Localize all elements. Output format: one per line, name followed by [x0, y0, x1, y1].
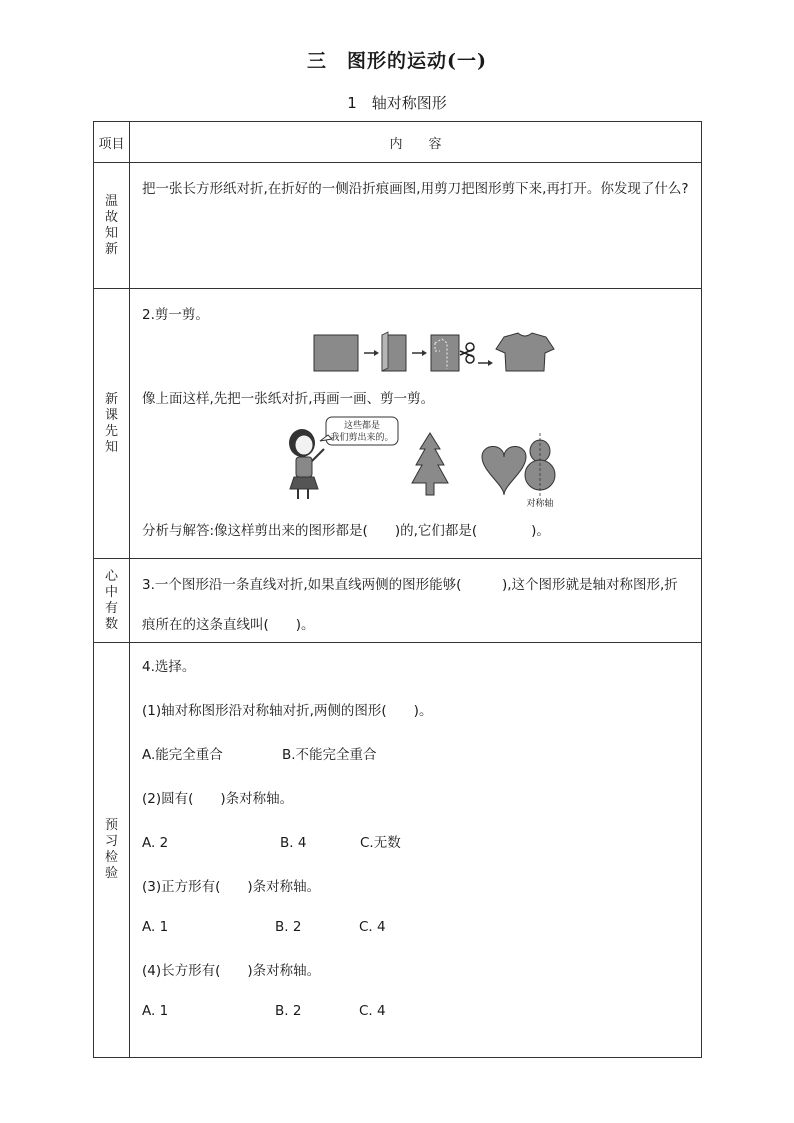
cut-instruction: 像上面这样,先把一张纸对折,再画一画、剪一剪。 [142, 391, 435, 407]
q4-1-option-b[interactable]: B.不能完全重合 [282, 747, 377, 763]
worksheet-table [93, 121, 702, 1058]
shirt-shape [496, 333, 554, 371]
q4-2-option-a[interactable]: A. 2 [142, 835, 169, 851]
lesson-title: 1 轴对称图形 [347, 94, 447, 112]
chapter-title: 三 图形的运动(一) [307, 50, 487, 72]
section-label-new-lesson: 新 课 先 知 [94, 289, 130, 559]
cut-shapes-figure [142, 415, 689, 509]
new-lesson-content [130, 289, 702, 559]
mind-content [130, 559, 702, 643]
paper-with-outline [431, 335, 459, 371]
q4-2-question: (2)圆有( )条对称轴。 [142, 791, 294, 807]
q4-4-option-b[interactable]: B. 2 [275, 1003, 302, 1019]
q4-1-option-a[interactable]: A.能完全重合 [142, 747, 223, 763]
tree-shape [412, 433, 448, 495]
arrow-right-icon [478, 360, 493, 366]
q4-4-option-a[interactable]: A. 1 [142, 1003, 169, 1019]
q4-3-option-b[interactable]: B. 2 [275, 919, 302, 935]
speech-text-line1: 这些都是 [343, 421, 381, 431]
preview-content [130, 643, 702, 1058]
heart-shape [482, 447, 526, 496]
review-question: 把一张长方形纸对折,在折好的一侧沿折痕画图,用剪刀把图形剪下来,再打开。你发现了什么? [142, 181, 689, 197]
folded-paper [382, 332, 406, 371]
cut-shapes-svg [142, 415, 702, 509]
review-content [130, 163, 702, 289]
header-item: 项目 [94, 122, 130, 163]
q4-1-question: (1)轴对称图形沿对称轴对折,两侧的图形( )。 [142, 703, 433, 719]
paper-rectangle [314, 335, 358, 371]
q4-title: 4.选择。 [142, 659, 196, 675]
q4-1-options [142, 743, 689, 763]
arrow-right-icon [364, 350, 379, 356]
q4-3-option-c[interactable]: C. 4 [359, 919, 386, 935]
q4-2-options [142, 831, 689, 851]
arrow-right-icon [412, 350, 427, 356]
q4-2-option-b[interactable]: B. 4 [280, 835, 307, 851]
q3-line1: 3.一个图形沿一条直线对折,如果直线两侧的图形能够( ),这个图形就是轴对称图形,折 [142, 577, 678, 593]
q4-3-options [142, 919, 689, 935]
q4-2-option-c[interactable]: C.无数 [360, 835, 401, 851]
section-label-preview: 预 习 检 验 [94, 643, 130, 1058]
header-content: 内 容 [130, 122, 702, 163]
scissors-icon [460, 343, 474, 363]
cutting-steps-svg [142, 329, 702, 381]
speech-text-line2: 我们剪出来的。 [330, 433, 394, 443]
q3-line2: 痕所在的这条直线叫( )。 [142, 617, 315, 633]
section-label-review: 温 故 知 新 [94, 163, 130, 289]
girl-illustration [289, 429, 324, 499]
cutting-steps-figure [142, 329, 689, 381]
q2-title: 2.剪一剪。 [142, 307, 209, 323]
analysis-answer: 分析与解答:像这样剪出来的图形都是( )的,它们都是( )。 [142, 523, 550, 539]
q4-4-option-c[interactable]: C. 4 [359, 1003, 386, 1019]
section-label-mind: 心 中 有 数 [94, 559, 130, 643]
q4-3-question: (3)正方形有( )条对称轴。 [142, 879, 321, 895]
q4-4-question: (4)长方形有( )条对称轴。 [142, 963, 321, 979]
q4-4-options [142, 1003, 689, 1019]
speech-bubble [320, 417, 398, 445]
axis-label: 对称轴 [526, 499, 554, 509]
q4-3-option-a[interactable]: A. 1 [142, 919, 169, 935]
